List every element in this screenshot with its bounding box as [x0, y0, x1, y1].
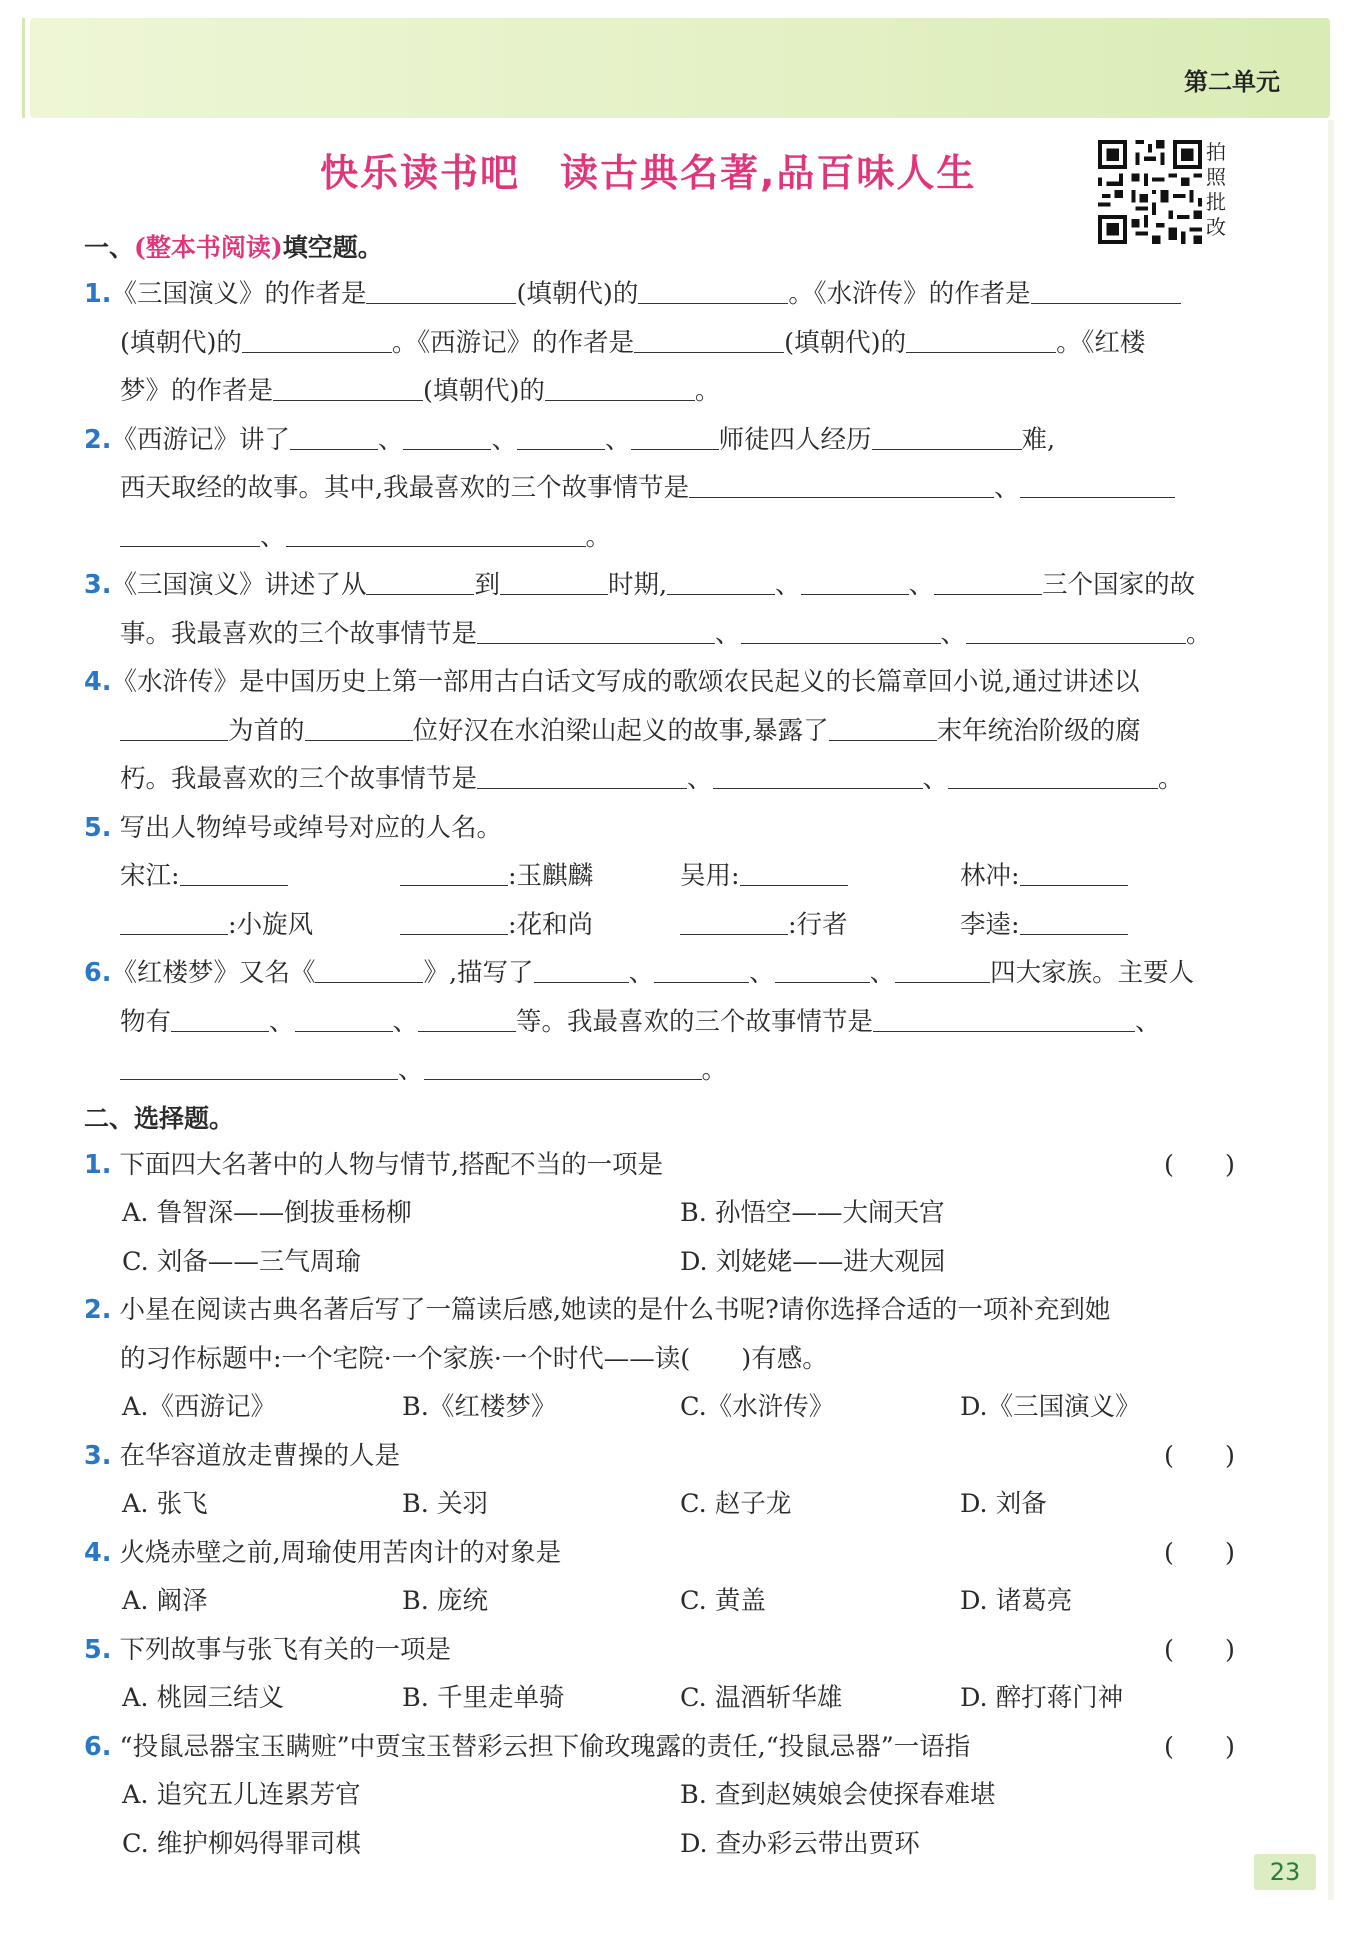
answer-blank[interactable]	[400, 856, 508, 886]
q3-text: 三个国家的故	[1042, 570, 1196, 600]
answer-blank[interactable]	[545, 371, 695, 401]
q6-text: 《红楼梦》又名《	[111, 958, 316, 988]
mc2-stem	[84, 1286, 1244, 1335]
q2-line-3	[84, 513, 1244, 562]
answer-parentheses[interactable]: ( )	[1164, 1537, 1235, 1568]
option-c[interactable]: C. 赵子龙	[680, 1489, 792, 1519]
q6-text: 等。我最喜欢的三个故事情节是	[516, 1006, 874, 1037]
answer-blank[interactable]	[948, 759, 1158, 789]
q1-text: (填朝代)的	[423, 376, 545, 406]
answer-blank[interactable]	[400, 905, 508, 935]
q5-text: 写出人物绰号或绰号对应的人名。	[119, 812, 503, 843]
option-d[interactable]: D. 刘姥姥——进大观园	[680, 1246, 946, 1277]
option-b[interactable]: B.《红楼梦》	[402, 1392, 557, 1422]
q2-text: 难,	[1021, 424, 1056, 455]
q2-text: 《西游记》讲了	[111, 424, 290, 455]
mc6-stem	[84, 1723, 1244, 1772]
answer-blank[interactable]	[638, 274, 788, 304]
q5-line-1	[84, 804, 1244, 853]
q2-text: 、	[604, 424, 631, 455]
q4-text: 末年统治阶级的腐	[936, 715, 1141, 746]
option-a[interactable]: A. 桃园三结义	[122, 1683, 285, 1713]
q5-row-2	[84, 901, 1244, 950]
answer-blank[interactable]	[631, 420, 719, 450]
mc1-options-row-1	[84, 1189, 1244, 1238]
q1-text: 。《西游记》的作者是	[391, 327, 635, 358]
question-number: 4.	[84, 1537, 112, 1568]
answer-blank[interactable]	[366, 565, 474, 595]
option-b[interactable]: B. 查到赵姨娘会使探春难堪	[680, 1780, 996, 1810]
q4-line-3	[84, 755, 1244, 804]
mc3-options	[84, 1480, 1244, 1529]
nickname-item	[680, 852, 848, 901]
q2-text: 师徒四人经历	[718, 424, 872, 455]
mc5-stem	[84, 1626, 1244, 1675]
q3-line-1	[84, 561, 1244, 610]
answer-blank[interactable]	[966, 614, 1186, 644]
nickname-label: :小旋风	[228, 909, 314, 940]
answer-blank[interactable]	[713, 759, 923, 789]
option-a[interactable]: A. 阚泽	[122, 1586, 208, 1616]
nickname-item	[120, 852, 288, 901]
mc2-options	[84, 1383, 1244, 1432]
answer-blank[interactable]	[120, 517, 260, 547]
nickname-label: :玉麒麟	[508, 861, 594, 891]
q4-line-1	[84, 658, 1244, 707]
option-d[interactable]: D. 刘备	[960, 1489, 1047, 1519]
q3-text: 、	[715, 618, 741, 649]
mc4-options	[84, 1577, 1244, 1626]
option-c[interactable]: C. 黄盖	[680, 1586, 766, 1616]
option-d[interactable]: D. 诸葛亮	[960, 1586, 1073, 1616]
answer-blank[interactable]	[180, 856, 288, 886]
q2-line-2	[84, 464, 1244, 513]
answer-blank[interactable]	[171, 1002, 269, 1032]
q1-line-3	[84, 367, 1244, 416]
answer-blank[interactable]	[873, 1002, 1135, 1032]
q2-line-1	[84, 416, 1244, 465]
answer-blank[interactable]	[654, 953, 749, 983]
mc2-stem-line-2	[84, 1335, 1244, 1384]
answer-blank[interactable]	[120, 1050, 398, 1080]
answer-blank[interactable]	[1031, 274, 1181, 304]
page-title: 快乐读书吧 读古典名著,品百味人生	[320, 151, 977, 195]
q3-line-2	[84, 610, 1244, 659]
q1-text: (填朝代)的	[516, 279, 639, 309]
q3-text: 时期,	[607, 570, 668, 600]
q6-text: 。	[701, 1055, 728, 1085]
option-a[interactable]: A. 张飞	[122, 1489, 208, 1519]
option-b[interactable]: B. 孙悟空——大闹天宫	[680, 1198, 945, 1228]
mc-stem-text: “投鼠忌器宝玉瞒赃”中贾宝玉替彩云担下偷玫瑰露的责任,“投鼠忌器”一语指	[119, 1731, 971, 1762]
answer-blank[interactable]	[895, 953, 990, 983]
mc5-options	[84, 1674, 1244, 1723]
nickname-item	[120, 901, 313, 950]
mc-stem-text: 下面四大名著中的人物与情节,搭配不当的一项是	[119, 1149, 664, 1180]
answer-blank[interactable]	[634, 323, 784, 353]
q1-text: (填朝代)的	[784, 327, 907, 358]
answer-blank[interactable]	[424, 1050, 702, 1080]
option-b[interactable]: B. 千里走单骑	[402, 1683, 565, 1713]
mc3-stem	[84, 1432, 1244, 1481]
q3-text: 《三国演义》讲述了从	[111, 570, 367, 600]
q3-text: 、	[775, 570, 801, 600]
q4-text: 为首的	[228, 715, 305, 746]
page-edge	[1328, 120, 1334, 1900]
qr-label	[1206, 140, 1236, 240]
q6-text: 四大家族。主要人	[990, 958, 1195, 988]
q6-text: 、	[398, 1055, 424, 1085]
nickname-label: :行者	[788, 909, 848, 940]
option-c[interactable]: C. 刘备——三气周瑜	[122, 1246, 361, 1277]
mc4-stem	[84, 1529, 1244, 1578]
option-a[interactable]: A. 追究五儿连累芳官	[122, 1780, 361, 1810]
section-heading-fill-blank	[84, 226, 1244, 270]
answer-blank[interactable]	[801, 565, 909, 595]
nickname-item	[960, 852, 1128, 901]
mc1-options-row-2	[84, 1238, 1244, 1287]
q2-text: 西天取经的故事。其中,我最喜欢的三个故事情节是	[120, 473, 690, 503]
option-c[interactable]: C. 温酒斩华雄	[680, 1683, 843, 1713]
q6-line-1	[84, 949, 1244, 998]
section-suffix: 填空题。	[282, 233, 383, 262]
question-number: 1.	[84, 279, 112, 309]
answer-blank[interactable]	[906, 323, 1056, 353]
answer-blank[interactable]	[1020, 468, 1175, 498]
q6-text: 物有	[120, 1006, 172, 1037]
option-d[interactable]: D. 醉打蒋门神	[960, 1683, 1124, 1713]
q1-line-1	[84, 270, 1244, 319]
q6-line-3	[84, 1046, 1244, 1095]
mc6-options-row-1	[84, 1771, 1244, 1820]
nickname-label: 李逵:	[960, 909, 1020, 940]
mc1-stem	[84, 1141, 1244, 1190]
answer-blank[interactable]	[242, 323, 392, 353]
question-number: 4.	[84, 667, 112, 697]
q1-text: 梦》的作者是	[120, 376, 274, 406]
q1-text: (填朝代)的	[120, 327, 242, 358]
answer-blank[interactable]	[477, 614, 715, 644]
q1-text: 《三国演义》的作者是	[111, 279, 367, 309]
mc6-options-row-2	[84, 1820, 1244, 1869]
answer-blank[interactable]	[290, 420, 378, 450]
answer-blank[interactable]	[680, 905, 788, 935]
mc-stem-text: 的习作标题中:一个宅院·一个家族·一个时代——读( )有感。	[120, 1343, 828, 1374]
mc-stem-text: 在华容道放走曹操的人是	[119, 1440, 401, 1471]
option-d[interactable]: D. 查办彩云带出贾环	[680, 1828, 920, 1859]
answer-blank[interactable]	[366, 274, 516, 304]
q4-text: 朽。我最喜欢的三个故事情节是	[120, 764, 478, 794]
qr-label-char: 改	[1206, 215, 1226, 239]
q2-text: 、	[377, 424, 404, 455]
q4-line-2	[84, 707, 1244, 756]
answer-blank[interactable]	[120, 905, 228, 935]
q3-text: 、	[908, 570, 935, 600]
qr-label-char: 拍	[1206, 140, 1226, 164]
q6-line-2	[84, 998, 1244, 1047]
answer-blank[interactable]	[534, 953, 629, 983]
q6-text: 、	[1135, 1006, 1161, 1037]
option-b[interactable]: B. 关羽	[402, 1489, 488, 1519]
answer-parentheses[interactable]: ( )	[1164, 1440, 1235, 1471]
question-number: 6.	[84, 1731, 112, 1762]
question-number: 3.	[84, 570, 112, 600]
answer-blank[interactable]	[934, 565, 1042, 595]
q3-text: 。	[1186, 618, 1212, 649]
q6-text: 》,描写了	[423, 958, 534, 988]
nickname-label: :花和尚	[508, 909, 594, 940]
answer-parentheses[interactable]: ( )	[1164, 1731, 1235, 1762]
unit-label: 第二单元	[1184, 68, 1280, 96]
q1-line-2	[84, 319, 1244, 368]
q4-text: 位好汉在水泊梁山起义的故事,暴露了	[412, 715, 829, 746]
answer-blank[interactable]	[872, 420, 1022, 450]
nickname-item	[400, 852, 593, 901]
answer-parentheses[interactable]: ( )	[1164, 1634, 1235, 1665]
q3-text: 、	[940, 618, 967, 649]
q4-text: 。	[1158, 764, 1184, 794]
nickname-item	[680, 901, 848, 950]
nickname-label: 宋江:	[120, 861, 180, 891]
q1-text: 。《水浒传》的作者是	[788, 279, 1031, 309]
answer-blank[interactable]	[273, 371, 423, 401]
mc-stem-text: 下列故事与张飞有关的一项是	[119, 1634, 452, 1665]
section-heading-multiple-choice: 二、选择题。	[84, 1103, 235, 1133]
option-a[interactable]: A. 鲁智深——倒拔垂杨柳	[122, 1198, 412, 1228]
worksheet-content	[84, 226, 1244, 1868]
answer-blank[interactable]	[418, 1002, 516, 1032]
q3-text: 到	[474, 570, 500, 600]
answer-blank[interactable]	[1020, 856, 1128, 886]
mc-stem-text: 火烧赤壁之前,周瑜使用苦肉计的对象是	[119, 1537, 562, 1568]
q6-text: 、	[749, 958, 775, 988]
answer-blank[interactable]	[1020, 905, 1128, 935]
q6-text: 、	[392, 1006, 419, 1037]
q4-text: 、	[687, 764, 713, 794]
question-number: 6.	[84, 958, 112, 988]
question-number: 2.	[84, 424, 112, 455]
answer-blank[interactable]	[517, 420, 605, 450]
answer-blank[interactable]	[403, 420, 491, 450]
question-number: 5.	[84, 812, 112, 843]
option-a[interactable]: A.《西游记》	[122, 1392, 277, 1422]
q6-text: 、	[269, 1006, 295, 1037]
answer-blank[interactable]	[689, 468, 994, 498]
answer-blank[interactable]	[775, 953, 870, 983]
option-c[interactable]: C.《水浒传》	[680, 1392, 835, 1422]
question-number: 5.	[84, 1634, 112, 1665]
page-number: 23	[1254, 1854, 1316, 1890]
answer-blank[interactable]	[305, 711, 413, 741]
answer-parentheses[interactable]: ( )	[1164, 1149, 1235, 1180]
q2-text: 、	[994, 473, 1020, 503]
qr-label-char: 照	[1206, 165, 1226, 189]
q4-text: 《水浒传》是中国历史上第一部用古白话文写成的歌颂农民起义的长篇章回小说,通过讲述以	[111, 667, 1140, 697]
question-number: 3.	[84, 1440, 112, 1471]
q6-text: 、	[628, 958, 655, 988]
nickname-label: 林冲:	[960, 861, 1020, 891]
q4-text: 、	[922, 764, 949, 794]
section-tag: (整本书阅读)	[134, 233, 283, 262]
nickname-item	[400, 901, 593, 950]
nickname-label: 吴用:	[680, 861, 740, 891]
option-d[interactable]: D.《三国演义》	[960, 1392, 1141, 1422]
option-b[interactable]: B. 庞统	[402, 1586, 488, 1616]
answer-blank[interactable]	[741, 614, 941, 644]
header-band	[30, 18, 1330, 118]
answer-blank[interactable]	[286, 517, 586, 547]
mc-stem-text: 小星在阅读古典名著后写了一篇读后感,她读的是什么书呢?请你选择合适的一项补充到她	[119, 1295, 1111, 1325]
q6-text: 、	[869, 958, 896, 988]
qr-label-char: 批	[1206, 190, 1226, 214]
q3-text: 事。我最喜欢的三个故事情节是	[120, 618, 478, 649]
answer-blank[interactable]	[667, 565, 775, 595]
answer-blank[interactable]	[120, 711, 228, 741]
header-side-line	[22, 18, 25, 118]
q5-row-1	[84, 852, 1244, 901]
answer-blank[interactable]	[295, 1002, 393, 1032]
q2-text: 。	[585, 521, 612, 552]
q2-text: 、	[260, 521, 286, 552]
nickname-item	[960, 901, 1128, 950]
q1-text: 。《红楼	[1056, 327, 1146, 358]
question-number: 1.	[84, 1149, 112, 1180]
option-c[interactable]: C. 维护柳妈得罪司棋	[122, 1828, 361, 1859]
q2-text: 、	[491, 424, 517, 455]
answer-blank[interactable]	[477, 759, 687, 789]
answer-blank[interactable]	[315, 953, 423, 983]
question-number: 2.	[84, 1295, 112, 1325]
answer-blank[interactable]	[740, 856, 848, 886]
answer-blank[interactable]	[500, 565, 608, 595]
section-prefix: 一、	[84, 233, 135, 262]
answer-blank[interactable]	[829, 711, 937, 741]
q1-text: 。	[694, 376, 721, 406]
